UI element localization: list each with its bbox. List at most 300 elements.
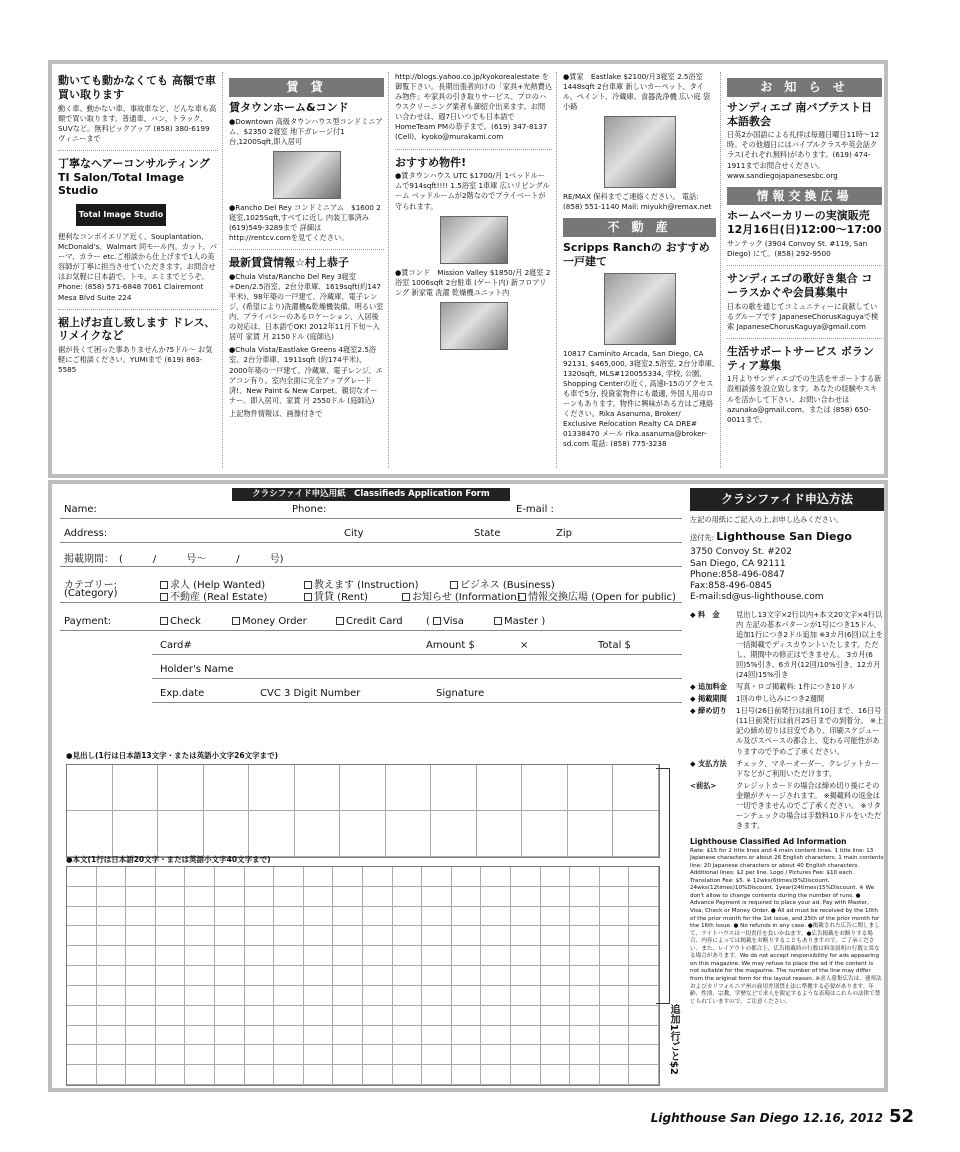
grid-cell[interactable] — [245, 887, 275, 907]
divider — [727, 338, 882, 339]
grid-cell[interactable] — [393, 966, 423, 986]
checkbox-icon[interactable] — [518, 593, 526, 601]
grid-cell[interactable] — [67, 1065, 97, 1085]
grid-cell[interactable] — [629, 907, 659, 927]
grid-cell[interactable] — [570, 926, 600, 946]
grid-cell[interactable] — [541, 1026, 571, 1046]
divider — [727, 265, 882, 266]
grid-cell[interactable] — [67, 1026, 97, 1046]
grid-cell[interactable] — [393, 887, 423, 907]
grid-cell[interactable] — [600, 887, 630, 907]
grid-cell[interactable] — [422, 1065, 452, 1085]
grid-cell[interactable] — [215, 1045, 245, 1065]
ad-heading: サンディエゴの歌好き集合 コーラスかぐや会員募集中 — [727, 272, 873, 299]
ad-heading: サンディエゴ 南バプテスト日本語教会 — [727, 100, 872, 128]
grid-cell[interactable] — [629, 1045, 659, 1065]
grid-cell[interactable] — [215, 887, 245, 907]
grid-cell[interactable] — [541, 1045, 571, 1065]
grid-cell[interactable] — [570, 907, 600, 927]
grid-cell[interactable] — [600, 867, 630, 887]
grid-cell[interactable] — [393, 1006, 423, 1026]
grid-cell[interactable] — [274, 1065, 304, 1085]
grid-cell[interactable] — [156, 867, 186, 887]
grid-cell[interactable] — [333, 926, 363, 946]
grid-cell[interactable] — [363, 887, 393, 907]
ad-text: 日本の歌を通じてコミュニティーに貢献しているグループです JapaneseChorusKaguyaで検索 JapaneseChorusKaguya@gmail.com — [727, 301, 879, 331]
grid-cell[interactable] — [97, 986, 127, 1006]
grid-cell[interactable] — [511, 867, 541, 887]
fee-item-value: チェック、マネーオーダー、クレジットカードなどがご利用いただけます。 — [736, 758, 879, 778]
grid-cell[interactable] — [245, 926, 275, 946]
fee-item-key: ◆ 締め切り — [690, 706, 727, 716]
address-field-line[interactable] — [60, 542, 682, 543]
checkbox-icon[interactable] — [160, 617, 168, 625]
grid-cell[interactable] — [245, 867, 275, 887]
grid-cell[interactable] — [452, 986, 482, 1006]
grid-cell[interactable] — [97, 907, 127, 927]
checkbox-icon[interactable] — [304, 593, 312, 601]
grid-cell[interactable] — [245, 946, 275, 966]
grid-cell[interactable] — [452, 946, 482, 966]
grid-cell[interactable] — [422, 887, 452, 907]
grid-cell[interactable] — [126, 1006, 156, 1026]
grid-cell[interactable] — [452, 966, 482, 986]
grid-cell[interactable] — [333, 1026, 363, 1046]
pay-master[interactable] — [494, 616, 545, 627]
amount-label: Amount $ — [426, 640, 475, 651]
grid-cell[interactable] — [629, 1065, 659, 1085]
grid-cell[interactable] — [126, 926, 156, 946]
grid-cell[interactable] — [422, 1006, 452, 1026]
ad-text: ●Downtown 高級タウンハウス型コンドミニアム、$2350 2寝室 地下ガレージ付1台,1200Sqft,即入居可 — [229, 116, 383, 146]
grid-cell[interactable] — [541, 1006, 571, 1026]
fee-item-value: 写真・ロゴ掲載料: 1件につき10ドル — [736, 682, 855, 692]
grid-cell[interactable] — [629, 1026, 659, 1046]
grid-cell[interactable] — [274, 926, 304, 946]
grid-cell[interactable] — [67, 926, 97, 946]
grid-cell[interactable] — [97, 1006, 127, 1026]
application-instructions — [690, 484, 884, 1088]
grid-cell[interactable] — [570, 1065, 600, 1085]
grid-cell[interactable] — [393, 907, 423, 927]
grid-cell[interactable] — [126, 1045, 156, 1065]
checkbox-icon[interactable] — [433, 617, 441, 625]
grid-cell[interactable] — [156, 926, 186, 946]
category-field-line — [60, 602, 682, 603]
grid-cell[interactable] — [600, 907, 630, 927]
grid-cell[interactable] — [363, 1026, 393, 1046]
grid-cell[interactable] — [215, 946, 245, 966]
grid-cell[interactable] — [304, 926, 334, 946]
grid-cell[interactable] — [629, 926, 659, 946]
fee-item-key: ◆ 支払方法 — [690, 758, 727, 768]
grid-cell[interactable] — [541, 926, 571, 946]
grid-cell[interactable] — [245, 1045, 275, 1065]
grid-cell[interactable] — [156, 946, 186, 966]
ad-text: ●賃家 Eastlake $2100/月3寝室 2.5浴室 1448sqft 2台車庫 新しいカーペット、タイル、ペイント、冷蔵庫、食器洗浄機 広い庭 袋小路 — [563, 72, 711, 112]
grid-cell[interactable] — [570, 1045, 600, 1065]
grid-cell[interactable] — [363, 1006, 393, 1026]
instructions-title: クラシファイド申込方法 — [690, 488, 884, 511]
grid-cell[interactable] — [629, 946, 659, 966]
grid-cell[interactable] — [393, 1065, 423, 1085]
phone-line: Phone:858-496-0847 — [690, 569, 785, 580]
grid-cell[interactable] — [570, 946, 600, 966]
grid-cell[interactable] — [629, 887, 659, 907]
grid-cell[interactable] — [452, 887, 482, 907]
category-information[interactable] — [402, 588, 521, 603]
grid-cell[interactable] — [511, 1045, 541, 1065]
grid-cell[interactable] — [600, 1006, 630, 1026]
grid-cell[interactable] — [452, 1065, 482, 1085]
grid-cell[interactable] — [97, 1065, 127, 1085]
grid-cell[interactable] — [304, 1006, 334, 1026]
grid-cell[interactable] — [304, 867, 334, 887]
grid-cell[interactable] — [304, 907, 334, 927]
grid-cell[interactable] — [393, 986, 423, 1006]
grid-cell[interactable] — [67, 907, 97, 927]
grid-cell[interactable] — [215, 966, 245, 986]
grid-cell[interactable] — [511, 1026, 541, 1046]
grid-cell[interactable] — [481, 867, 511, 887]
grid-cell[interactable] — [481, 1026, 511, 1046]
grid-cell[interactable] — [629, 986, 659, 1006]
pay-credit-card[interactable] — [336, 616, 403, 627]
grid-cell[interactable] — [600, 1045, 630, 1065]
grid-cell[interactable] — [185, 986, 215, 1006]
grid-cell[interactable] — [452, 1006, 482, 1026]
grid-cell[interactable] — [541, 887, 571, 907]
holder-field-line[interactable] — [152, 678, 682, 679]
english-info-title: Lighthouse Classified Ad Information — [690, 837, 847, 847]
body-label: ●本文(1行は日本語20文字・または英語小文字40文字まで) — [66, 855, 271, 864]
body-grid[interactable] — [66, 866, 660, 1086]
divider — [395, 149, 552, 150]
grid-cell[interactable] — [422, 926, 452, 946]
grid-cell[interactable] — [363, 926, 393, 946]
card-field-line[interactable] — [152, 654, 682, 655]
grid-cell[interactable] — [570, 867, 600, 887]
email-label: E-mail : — [516, 504, 554, 515]
grid-cell[interactable] — [215, 867, 245, 887]
grid-cell[interactable] — [600, 946, 630, 966]
grid-cell[interactable] — [511, 907, 541, 927]
grid-cell[interactable] — [156, 986, 186, 1006]
grid-cell[interactable] — [97, 867, 127, 887]
grid-cell[interactable] — [304, 887, 334, 907]
grid-cell[interactable] — [422, 1026, 452, 1046]
grid-cell[interactable] — [67, 966, 97, 986]
grid-cell[interactable] — [541, 907, 571, 927]
grid-cell[interactable] — [185, 1006, 215, 1026]
checkbox-icon[interactable] — [336, 617, 344, 625]
email-line[interactable]: E-mail:sd@us-lighthouse.com — [690, 592, 824, 603]
grid-cell[interactable] — [126, 1026, 156, 1046]
grid-cell[interactable] — [156, 1065, 186, 1085]
grid-cell[interactable] — [274, 1006, 304, 1026]
ad-text: ●Chula Vista/Rancho Del Rey 3寝室+Den/2.5浴室、2台分車庫、1619sqft(約147平米)、98年築の一戸建て、冷蔵庫、電子レンジ、(希望により)洗濯機&乾燥機装備、明るい室内、プライバシーのあるロケーション、入居後の対応は、日本語でOK! 2012年11月下旬〜入居可 家賃 月 2150ドル (庭師込) — [229, 271, 384, 342]
grid-cell[interactable] — [156, 1026, 186, 1046]
grid-cell[interactable] — [185, 926, 215, 946]
headline-grid[interactable] — [66, 764, 660, 858]
checkbox-icon[interactable] — [160, 593, 168, 601]
grid-cell[interactable] — [481, 1006, 511, 1026]
grid-cell[interactable] — [245, 966, 275, 986]
grid-cell[interactable] — [363, 986, 393, 1006]
grid-cell[interactable] — [333, 986, 363, 1006]
grid-cell[interactable] — [600, 966, 630, 986]
grid-cell[interactable] — [274, 867, 304, 887]
grid-cell[interactable] — [274, 1045, 304, 1065]
grid-cell[interactable] — [304, 1026, 334, 1046]
grid-cell[interactable] — [185, 946, 215, 966]
grid-cell[interactable] — [126, 1065, 156, 1085]
publication-label: Lighthouse San Diego 12.16, 2012 — [650, 1111, 883, 1125]
category-real-estate[interactable] — [160, 588, 267, 603]
grid-cell[interactable] — [67, 1006, 97, 1026]
grid-cell[interactable] — [185, 1065, 215, 1085]
checkbox-icon[interactable] — [494, 617, 502, 625]
pay-money-order[interactable] — [232, 616, 307, 627]
pay-visa[interactable] — [426, 616, 464, 627]
grid-cell[interactable] — [97, 966, 127, 986]
grid-cell[interactable] — [156, 1045, 186, 1065]
grid-cell[interactable] — [333, 946, 363, 966]
grid-cell[interactable] — [422, 986, 452, 1006]
checkbox-icon[interactable] — [232, 617, 240, 625]
period-field-line[interactable] — [60, 566, 682, 567]
grid-cell[interactable] — [511, 926, 541, 946]
grid-cell[interactable] — [363, 907, 393, 927]
grid-cell[interactable] — [274, 1026, 304, 1046]
grid-cell[interactable] — [393, 946, 423, 966]
grid-cell[interactable] — [274, 966, 304, 986]
grid-cell[interactable] — [215, 986, 245, 1006]
category-text: ビジネス (Business) — [460, 580, 555, 591]
grid-cell[interactable] — [452, 867, 482, 887]
grid-cell[interactable] — [67, 986, 97, 1006]
grid-cell[interactable] — [481, 946, 511, 966]
grid-cell[interactable] — [333, 887, 363, 907]
grid-cell[interactable] — [452, 926, 482, 946]
grid-cell[interactable] — [333, 867, 363, 887]
ad-heading: おすすめ物件! — [395, 155, 467, 169]
grid-cell[interactable] — [215, 1006, 245, 1026]
grid-cell[interactable] — [363, 1045, 393, 1065]
grid-cell[interactable] — [481, 1065, 511, 1085]
grid-cell[interactable] — [541, 986, 571, 1006]
grid-cell[interactable] — [481, 926, 511, 946]
grid-cell[interactable] — [215, 907, 245, 927]
grid-cell[interactable] — [422, 966, 452, 986]
grid-cell[interactable] — [481, 966, 511, 986]
ad-text: ●賃コンド Mission Valley $1850/月 2寝室 2浴室 1006sqft 2台駐車 (ゲート内) 新フロアリング 新家電 洗濯 乾燥機ユニット内 — [395, 267, 551, 297]
grid-cell[interactable] — [274, 907, 304, 927]
pay-check[interactable] — [160, 616, 201, 627]
grid-cell[interactable] — [67, 887, 97, 907]
grid-cell[interactable] — [333, 1006, 363, 1026]
ad-text: 上記物件情報は、画像付きで — [229, 408, 323, 418]
grid-cell[interactable] — [452, 1026, 482, 1046]
ad-text: 1月よりサンディエゴでの生活をサポートする新設相談係を設立致します。あなたの経験やスキルを活かして下さい。お問い合わせは azunaka@gmail.com、または (858) 650-0011まで。 — [727, 374, 882, 424]
grid-cell[interactable] — [245, 907, 275, 927]
grid-cell[interactable] — [511, 1006, 541, 1026]
grid-cell[interactable] — [97, 887, 127, 907]
grid-cell[interactable] — [185, 887, 215, 907]
grid-cell[interactable] — [97, 1045, 127, 1065]
grid-cell[interactable] — [215, 1065, 245, 1085]
grid-cell[interactable] — [541, 1065, 571, 1085]
grid-cell[interactable] — [422, 907, 452, 927]
grid-cell[interactable] — [570, 966, 600, 986]
english-info-text: Rate: $15 for 2 title lines and 4 main content lines. 1 title line: 13 Japanese characters or about 26 English characters. 1 main contents line: 20 Japanese characters or about 40 English characters. Additional lines: $2 per line. Logo / Pictures Fee: $10 each. Translation Fee: $5. ※ 12wks(6times)5%Discount, 24wks(12times)10%Discount, 1year(24times)15%Discount. ※ We don't allow to change contents during the number of runs. ● Advance Payment is required to place your ad. Pay with Master, Visa, Check or Money Order. ● All ad must be received by the 10th of the prior month for the 1st issue, and 25th of the prior month for the 16th issue. ● No refunds in any case. ●掲載された広告に関しまして、ライトハウスは一切責任を負いかねます。●広告掲載をお断りする場合、内容によっては掲載をお断りすることもありますので、ご了承ください。また、レイアウトの都合上、広告掲載時の行数は料金説明の行数と異なる場合があります。We do not accept responsibility for ads appearing on this magazine. We may refuse to place the ad if the content is not suitable for the magazine. The number of the line may differ from the original form for the layout reason. ※求人募集広告は、連邦法およびカリフォルニア州の雇用差別禁止法に準拠する必要があります。年齢、性別、宗教、学歴などで求人を限定するような表現はこれらの法律で禁じられていますので、ご注意ください。 — [690, 847, 884, 1005]
ad-heading: 賃タウンホーム&コンド — [229, 100, 349, 114]
grid-cell[interactable] — [126, 946, 156, 966]
grid-cell[interactable] — [333, 966, 363, 986]
company-name: Lighthouse San Diego — [716, 529, 852, 543]
grid-cell[interactable] — [126, 887, 156, 907]
grid-cell[interactable] — [126, 966, 156, 986]
fee-item-value: 1日号(26日前発行)は前月10日まで、16日号(11日前発行)は前月25日までの到着分。 ※上記の締め切りは目安であり、印刷スケジュール及びスペースの都合上、変わる可能性がありますので予めご了承ください。 — [736, 706, 884, 756]
grid-cell[interactable] — [126, 907, 156, 927]
grid-cell[interactable] — [185, 1026, 215, 1046]
grid-cell[interactable] — [600, 926, 630, 946]
grid-cell[interactable] — [481, 887, 511, 907]
period-label: 掲載期間： ( / 号〜 / 号) — [64, 554, 284, 565]
grid-cell[interactable] — [304, 1045, 334, 1065]
grid-cell[interactable] — [452, 1045, 482, 1065]
grid-cell[interactable] — [422, 946, 452, 966]
salon-logo: Total Image Studio — [76, 204, 166, 226]
ad-text: http://blogs.yahoo.co.jp/kyokorealestate を御覧下さい。長期出張者向けの「家具+光熱費込み物件」や家具の引き取りサービス、プロのハウスクリーニング業者も御紹介出来ます。お問い合わせは、週7日いつでも日本語でHomeTeam PMの恭子まで。(619) 347-8137 (Cell)、kyoko@murakami.com — [395, 72, 552, 142]
grid-cell[interactable] — [570, 986, 600, 1006]
grid-cell[interactable] — [393, 1026, 423, 1046]
fee-item-value: 1回の申し込みにつき2週間 — [736, 694, 825, 704]
exchange-category-header: 情報交換広場 — [727, 187, 882, 206]
grid-cell[interactable] — [422, 867, 452, 887]
grid-cell[interactable] — [185, 1045, 215, 1065]
ad-text: ●賃タウンハウス UTC $1700/月 1ベッドルームで914sqft!!!! 1.5浴室 1車庫 広いリビングルーム ベッドルームが2階なのでプライベートが守られます。 — [395, 171, 550, 211]
grid-cell[interactable] — [481, 907, 511, 927]
grid-cell[interactable] — [97, 926, 127, 946]
grid-cell[interactable] — [67, 1045, 97, 1065]
grid-cell[interactable] — [215, 926, 245, 946]
grid-cell[interactable] — [97, 1026, 127, 1046]
grid-cell[interactable] — [245, 986, 275, 1006]
grid-cell[interactable] — [422, 1045, 452, 1065]
grid-cell[interactable] — [363, 946, 393, 966]
grid-cell[interactable] — [97, 946, 127, 966]
grid-cell[interactable] — [600, 986, 630, 1006]
grid-cell[interactable] — [541, 946, 571, 966]
grid-cell[interactable] — [629, 966, 659, 986]
grid-cell[interactable] — [511, 1065, 541, 1085]
category-text: お知らせ (Information) — [412, 592, 521, 603]
grid-cell[interactable] — [363, 867, 393, 887]
category-open-public[interactable] — [518, 588, 676, 603]
grid-cell[interactable] — [156, 966, 186, 986]
grid-cell[interactable] — [67, 867, 97, 887]
total-label: Total $ — [598, 640, 631, 651]
fee-item — [690, 759, 884, 779]
property-photo — [273, 151, 341, 199]
pay-text: Credit Card — [346, 616, 403, 627]
grid-cell[interactable] — [541, 867, 571, 887]
grid-cell[interactable] — [511, 887, 541, 907]
grid-cell[interactable] — [570, 887, 600, 907]
grid-cell[interactable] — [570, 1026, 600, 1046]
grid-cell[interactable] — [274, 887, 304, 907]
grid-cell[interactable] — [67, 946, 97, 966]
page-number: 52 — [888, 1106, 914, 1127]
ad-text: 日英2か国語による礼拝は毎週日曜日11時〜12時。その他週日にはバイブルクラスや英会話クラス(それぞれ無料)があります。(619) 474-1911までお問合せください。www.sandiegojapanesesbc.org — [727, 130, 880, 180]
city-label: City — [344, 528, 364, 539]
grid-cell[interactable] — [156, 1006, 186, 1026]
ad-text: 10817 Caminito Arcada, San Diego, CA 92131, $465,000, 3寝室2.5浴室, 2台分車庫, 1320sqft, MLS#120055334, 学校, 公園, Shopping Centerの近く, 高速I-15のアクセスも車で5分, 投資家物件にも最適, 外国人用のローンもあります。物件に興味がある方はご連絡ください。Rika Asanuma, Broker/ Exclusive Relocation Realty CA DRE# 01338470 メール rika.asanuma@broker-sd.com 電話: (858) 775-3238 — [563, 348, 715, 449]
checkbox-icon[interactable] — [402, 593, 410, 601]
divider — [229, 249, 384, 250]
grid-cell[interactable] — [541, 966, 571, 986]
grid-cell[interactable] — [333, 1045, 363, 1065]
grid-cell[interactable] — [185, 966, 215, 986]
grid-cell[interactable] — [274, 986, 304, 1006]
grid-cell[interactable] — [333, 1065, 363, 1085]
name-field-line[interactable] — [60, 518, 682, 519]
grid-cell[interactable] — [511, 946, 541, 966]
category-rent[interactable] — [304, 588, 368, 603]
exp-field-line[interactable] — [152, 702, 682, 703]
grid-cell[interactable] — [629, 867, 659, 887]
ad-heading: 最新賃貸情報☆村上恭子 — [229, 256, 349, 270]
grid-cell[interactable] — [156, 907, 186, 927]
grid-cell[interactable] — [126, 867, 156, 887]
grid-cell[interactable] — [629, 1006, 659, 1026]
grid-cell[interactable] — [245, 1006, 275, 1026]
grid-cell[interactable] — [600, 1065, 630, 1085]
grid-cell[interactable] — [304, 1065, 334, 1085]
grid-cell[interactable] — [156, 887, 186, 907]
grid-cell[interactable] — [481, 1045, 511, 1065]
application-form-section — [48, 480, 888, 1092]
grid-cell[interactable] — [393, 867, 423, 887]
grid-cell[interactable] — [393, 1045, 423, 1065]
grid-cell[interactable] — [245, 1065, 275, 1085]
address-label: Address: — [64, 528, 108, 539]
grid-cell[interactable] — [215, 1026, 245, 1046]
grid-cell[interactable] — [393, 926, 423, 946]
grid-cell[interactable] — [570, 1006, 600, 1026]
grid-cell[interactable] — [245, 1026, 275, 1046]
ads-column-5 — [720, 72, 882, 468]
grid-cell[interactable] — [511, 986, 541, 1006]
grid-cell[interactable] — [452, 907, 482, 927]
grid-cell[interactable] — [185, 907, 215, 927]
grid-cell[interactable] — [511, 966, 541, 986]
grid-cell[interactable] — [304, 946, 334, 966]
grid-cell[interactable] — [481, 986, 511, 1006]
grid-cell[interactable] — [363, 966, 393, 986]
grid-cell[interactable] — [274, 946, 304, 966]
grid-cell[interactable] — [304, 986, 334, 1006]
grid-cell[interactable] — [600, 1026, 630, 1046]
grid-cell[interactable] — [185, 867, 215, 887]
extra-line-note: 追加1行ごと$2 — [668, 1004, 679, 1075]
grid-cell[interactable] — [304, 966, 334, 986]
grid-cell[interactable] — [363, 1065, 393, 1085]
grid-cell[interactable] — [126, 986, 156, 1006]
grid-cell[interactable] — [333, 907, 363, 927]
fee-item — [690, 781, 884, 831]
